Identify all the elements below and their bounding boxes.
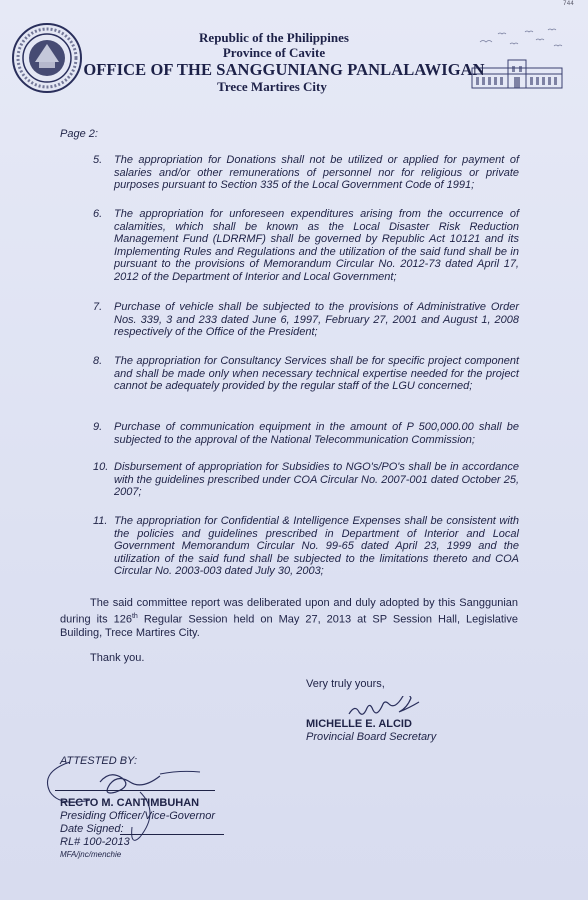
list-item [93, 515, 519, 578]
item-text: The appropriation for Consultancy Services shall be for specific project component and shall be made only when necessary technical expertise needed for the project cannot be adequately provided by the regular staff of the LGU concerned; [114, 355, 519, 393]
header-city: Trece Martires City [217, 79, 327, 94]
item-number: 10. [93, 461, 109, 473]
vice-governor-name: RECTO M. CANTIMBUHAN [60, 797, 200, 809]
reference-number: RL# 100-2013 [60, 836, 130, 848]
corner-mark: 744 [563, 0, 574, 7]
paragraph-text-a: The said committee report was deliberated upon and duly adopted by this Sanggunian during its 126 [60, 597, 518, 626]
attested-signature-line [55, 790, 215, 791]
item-number: 5. [93, 154, 103, 166]
list-item [93, 355, 519, 393]
header-office: OFFICE OF THE SANGGUNIANG PANLALAWIGAN [83, 60, 485, 79]
signatory-name: MICHELLE E. ALCID [306, 718, 412, 730]
thank-you-line: Thank you. [90, 652, 145, 664]
item-text: Purchase of vehicle shall be subjected to the provisions of Administrative Order Nos. 339, 3 and 233 dated June 6, 1997, February 27, 2001 and August 1, 2008 respectively of the Office of the President; [114, 301, 519, 339]
item-text: The appropriation for unforeseen expenditures arising from the occurrence of calamities, which shall be known as the Local Disaster Risk Reduction Management Fund (LDRRMF) shall be governed by Republic Act 10121 and its Implementing Rules and Regulations and the utilization of the said fund shall be in pursuant to the provisions of Memorandum Circular No. 2012-73 dated April 17, 2012 of the Department of Interior and Local Government; [114, 208, 519, 283]
item-number: 6. [93, 208, 103, 220]
list-item [93, 461, 519, 499]
item-text: The appropriation for Donations shall not be utilized or applied for payment of salaries and/or other remunerations of personnel nor for religious or private purposes pursuant to Section 335 of the Local Government Code of 1991; [114, 154, 519, 192]
complimentary-close: Very truly yours, [306, 678, 385, 690]
signatory-title: Provincial Board Secretary [306, 731, 437, 743]
reference-initials: MFA/jnc/menchie [60, 850, 122, 859]
header-province: Province of Cavite [222, 45, 326, 60]
list-item [93, 154, 519, 192]
date-signed-label: Date Signed: [60, 823, 124, 835]
page-number: Page 2: [60, 128, 98, 140]
item-number: 7. [93, 301, 103, 313]
list-item [93, 421, 519, 446]
ordinal-suffix: th [131, 613, 138, 620]
item-text: Purchase of communication equipment in the amount of P 500,000.00 shall be subjected to the approval of the National Telecommunication Commission; [114, 421, 519, 446]
item-text: The appropriation for Confidential & Intelligence Expenses shall be consistent with the policies and guidelines prescribed in Department of Interior and Local Government Memorandum Circular No. 99-65 dated April 23, 1999 and the utilization of the said fund shall be subjected to the limitations thereto and COA Circular No. 2003-003 dated July 30, 2003; [114, 515, 519, 578]
header-country: Republic of the Philippines [199, 30, 349, 45]
attested-label: ATTESTED BY: [60, 755, 138, 767]
date-signed-line [120, 834, 224, 835]
vice-governor-title: Presiding Officer/Vice-Governor [60, 810, 216, 822]
item-number: 9. [93, 421, 103, 433]
paragraph-text-b: Regular Session held on May 27, 2013 at SP Session Hall, Legislative Building, Trece Martires City. [60, 613, 518, 639]
list-item [93, 208, 519, 284]
closing-paragraph [60, 597, 518, 640]
item-number: 8. [93, 355, 103, 367]
item-number: 11. [93, 515, 108, 527]
list-item [93, 301, 519, 339]
item-text: Disbursement of appropriation for Subsidies to NGO's/PO's shall be in accordance with the guidelines prescribed under COA Circular No. 2007-001 dated October 25, 2007; [114, 461, 519, 499]
